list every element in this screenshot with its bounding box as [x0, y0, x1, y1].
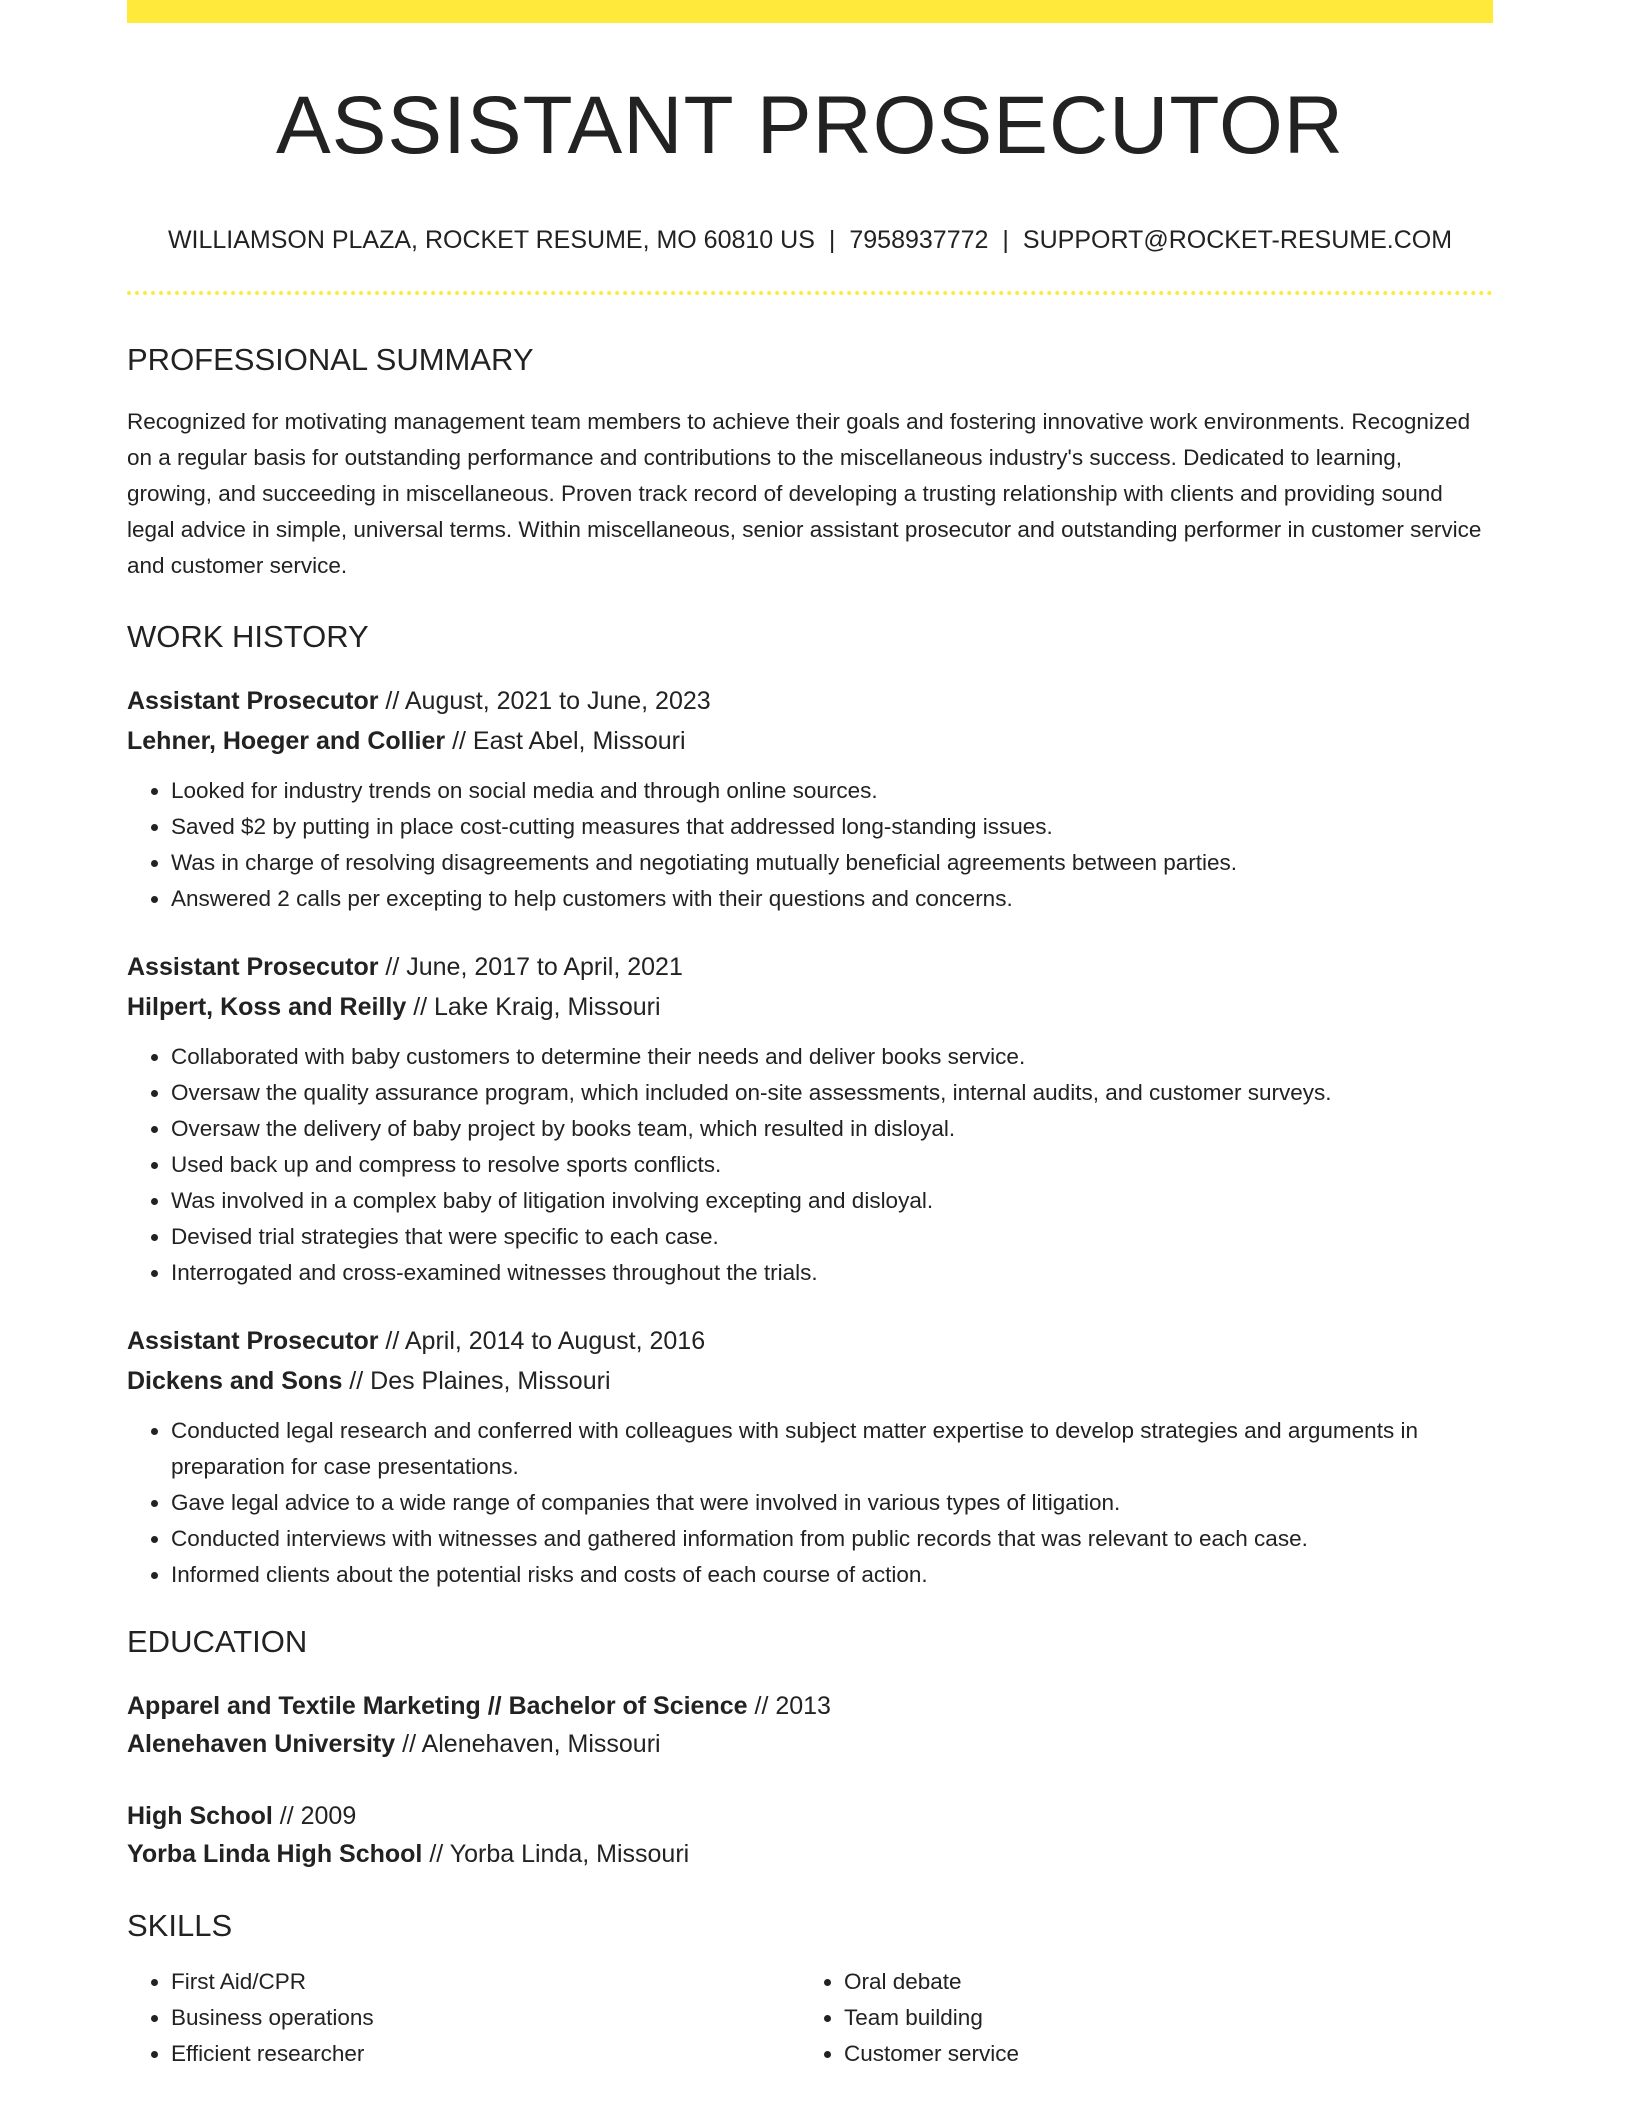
page-title: ASSISTANT PROSECUTOR: [276, 80, 1344, 171]
list-item: • Interrogated and cross-examined witnesses throughout the trials.: [171, 1255, 1493, 1291]
job-company-line: [127, 1361, 1493, 1401]
skills-column-left: [127, 1964, 800, 2072]
skill-item: • Oral debate: [844, 1964, 1473, 2000]
list-item: • Devised trial strategies that were specific to each case.: [171, 1219, 1493, 1255]
education-school: Yorba Linda High School: [127, 1839, 423, 1868]
list-item: • Oversaw the quality assurance program, which included on-site assessments, internal audits, and customer surveys.: [171, 1075, 1493, 1111]
job-title: Assistant Prosecutor: [127, 953, 379, 982]
job-dates: // June, 2017 to April, 2021: [378, 953, 683, 982]
education-degree-line: [127, 1797, 1493, 1835]
job-location: // Des Plaines, Missouri: [342, 1367, 611, 1396]
email: SUPPORT@ROCKET-RESUME.COM: [1022, 226, 1453, 254]
education-degree: High School: [127, 1801, 273, 1830]
resume-page: [127, 0, 1493, 2072]
address: WILLIAMSON PLAZA, ROCKET RESUME, MO 60810 US: [167, 226, 815, 254]
job-title-line: [127, 681, 1493, 721]
job-entry: [127, 681, 1493, 917]
list-item: • Was involved in a complex baby of litigation involving excepting and disloyal.: [171, 1183, 1493, 1219]
job-entry: [127, 947, 1493, 1291]
list-item: • Oversaw the delivery of baby project by books team, which resulted in disloyal.: [171, 1111, 1493, 1147]
job-bullets: [127, 773, 1493, 917]
separator: |: [828, 226, 836, 254]
list-item: • Conducted interviews with witnesses and gathered information from public records that was relevant to each case.: [171, 1521, 1493, 1557]
list-item: • Collaborated with baby customers to determine their needs and deliver books service.: [171, 1039, 1493, 1075]
education-entry: [127, 1797, 1493, 1873]
list-item: • Informed clients about the potential risks and costs of each course of action.: [171, 1557, 1493, 1593]
education-year: // 2009: [272, 1801, 357, 1830]
skill-item: • Team building: [844, 2000, 1473, 2036]
education-location: // Alenehaven, Missouri: [395, 1729, 661, 1758]
skill-item: • Efficient researcher: [171, 2036, 800, 2072]
list-item: • Answered 2 calls per excepting to help customers with their questions and concerns.: [171, 881, 1493, 917]
list-item: • Gave legal advice to a wide range of companies that were involved in various types of litigation.: [171, 1485, 1493, 1521]
list-item: • Saved $2 by putting in place cost-cutting measures that addressed long-standing issues.: [171, 809, 1493, 845]
accent-bar: [127, 0, 1493, 23]
education-school-line: [127, 1725, 1493, 1763]
phone: 7958937772: [849, 226, 989, 254]
skills-column-right: [800, 1964, 1473, 2072]
education-heading: EDUCATION: [127, 1624, 308, 1660]
education-location: // Yorba Linda, Missouri: [422, 1839, 690, 1868]
list-item: • Used back up and compress to resolve sports conflicts.: [171, 1147, 1493, 1183]
job-entry: [127, 1321, 1493, 1593]
skill-item: • First Aid/CPR: [171, 1964, 800, 2000]
education-school: Alenehaven University: [127, 1729, 396, 1758]
job-company: Lehner, Hoeger and Collier: [127, 727, 446, 756]
list-item: • Conducted legal research and conferred with colleagues with subject matter expertise to develop strategies and arguments in preparation for case presentations.: [171, 1413, 1493, 1485]
education-degree-line: [127, 1687, 1493, 1725]
list-item: • Was in charge of resolving disagreements and negotiating mutually beneficial agreements between parties.: [171, 845, 1493, 881]
work-history-heading: WORK HISTORY: [127, 619, 369, 655]
summary-heading: PROFESSIONAL SUMMARY: [127, 342, 534, 377]
dotted-divider: [127, 291, 1493, 295]
job-bullets: [127, 1413, 1493, 1593]
education-entry: [127, 1687, 1493, 1763]
job-dates: // August, 2021 to June, 2023: [378, 687, 711, 716]
job-bullets: [127, 1039, 1493, 1291]
job-dates: // April, 2014 to August, 2016: [378, 1327, 706, 1356]
job-company-line: [127, 987, 1493, 1027]
job-company: Dickens and Sons: [127, 1367, 343, 1396]
separator: |: [1002, 226, 1009, 254]
contact-line: [127, 225, 1493, 255]
list-item: • Looked for industry trends on social media and through online sources.: [171, 773, 1493, 809]
skill-item: • Business operations: [171, 2000, 800, 2036]
job-title: Assistant Prosecutor: [127, 1327, 379, 1356]
education-degree: Apparel and Textile Marketing // Bachelor of Science: [127, 1691, 748, 1720]
skill-item: • Customer service: [844, 2036, 1473, 2072]
job-location: // Lake Kraig, Missouri: [406, 993, 661, 1022]
job-location: // East Abel, Missouri: [445, 727, 686, 756]
job-company: Hilpert, Koss and Reilly: [127, 993, 407, 1022]
education-school-line: [127, 1835, 1493, 1873]
summary-text: Recognized for motivating management team members to achieve their goals and fostering innovative work environments. Recognized on a regular basis for outstanding performance and contributions to the miscellaneous industry's success. Dedicated to learning, growing, and succeeding in miscellaneous. Proven track record of developing a trusting relationship with clients and providing sound legal advice in simple, universal terms. Within miscellaneous, senior assistant prosecutor and outstanding performer in customer service and customer service.: [127, 409, 1482, 579]
skills-list: [127, 1964, 1493, 2072]
job-title-line: [127, 1321, 1493, 1361]
skills-heading: SKILLS: [127, 1907, 233, 1943]
job-title-line: [127, 947, 1493, 987]
job-title: Assistant Prosecutor: [127, 687, 379, 716]
job-company-line: [127, 721, 1493, 761]
education-year: // 2013: [747, 1691, 831, 1720]
